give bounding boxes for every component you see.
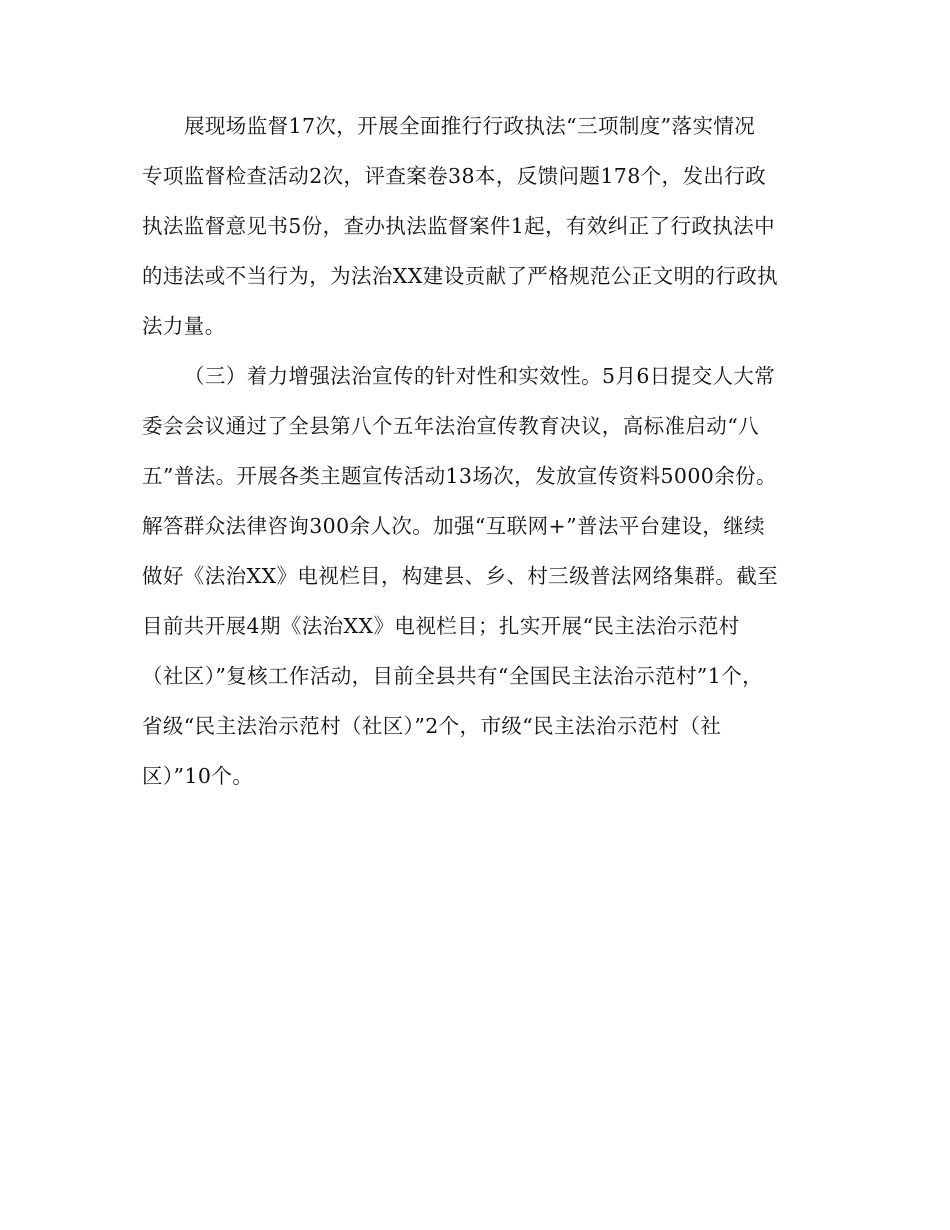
paragraph-line-14: 区）”10个。 bbox=[142, 764, 254, 788]
paragraph-line-1: 展现场监督17次，开展全面推行行政执法“三项制度”落实情况 bbox=[184, 114, 756, 138]
paragraph-line-9: 解答群众法律咨询300余人次。加强“互联网+”普法平台建设，继续 bbox=[142, 514, 766, 538]
paragraph-line-11: 目前共开展4期《法治XX》电视栏目；扎实开展“民主法治示范村 bbox=[142, 614, 740, 638]
paragraph-line-4: 的违法或不当行为，为法治XX建设贡献了严格规范公正文明的行政执 bbox=[142, 264, 779, 288]
paragraph-line-2: 专项监督检查活动2次，评查案卷38本，反馈问题178个，发出行政 bbox=[142, 164, 767, 188]
paragraph-line-10: 做好《法治XX》电视栏目，构建县、乡、村三级普法网络集群。截至 bbox=[142, 564, 779, 588]
paragraph-line-7: 委会会议通过了全县第八个五年法治宣传教育决议，高标准启动“八 bbox=[142, 414, 759, 438]
paragraph-line-5: 法力量。 bbox=[142, 314, 226, 338]
paragraph-line-13: 省级“民主法治示范村（社区）”2个，市级“民主法治示范村（社 bbox=[142, 714, 722, 738]
paragraph-line-8: 五”普法。开展各类主题宣传活动13场次，发放宣传资料5000余份。 bbox=[142, 464, 777, 488]
paragraph-line-3: 执法监督意见书5份，查办执法监督案件1起，有效纠正了行政执法中 bbox=[142, 214, 775, 238]
paragraph-line-12: （社区）”复核工作活动，目前全县共有“全国民主法治示范村”1个， bbox=[142, 664, 764, 688]
section-heading-line: （三）着力增强法治宣传的针对性和实效性。5月6日提交人大常 bbox=[184, 364, 776, 388]
